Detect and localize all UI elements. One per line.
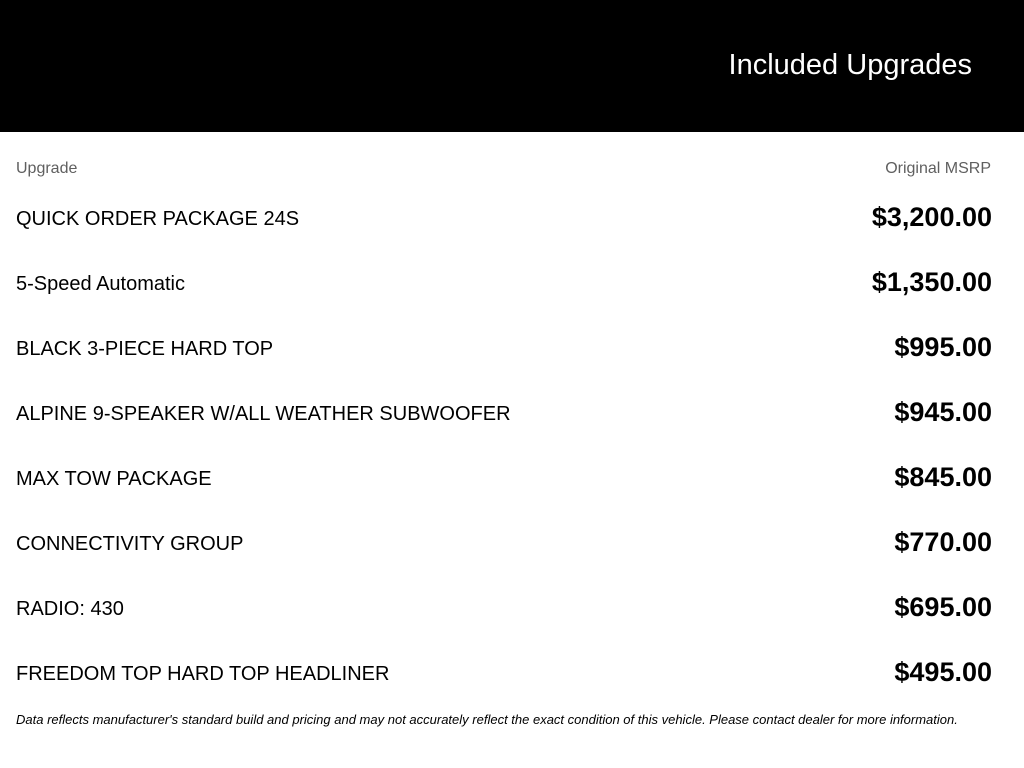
upgrade-price: $845.00 — [894, 462, 992, 492]
upgrade-price: $995.00 — [894, 332, 992, 362]
column-headers — [16, 160, 991, 180]
disclaimer-text: Data reflects manufacturer's standard build and pricing and may not accurately reflect the exact condition of this vehicle. Please contact dealer for more information. — [16, 712, 958, 727]
upgrade-row — [16, 315, 992, 380]
upgrade-name: MAX TOW PACKAGE — [16, 468, 212, 490]
upgrade-row — [16, 575, 992, 640]
upgrade-name: RADIO: 430 — [16, 598, 124, 620]
upgrade-price: $695.00 — [894, 592, 992, 622]
upgrade-name: BLACK 3-PIECE HARD TOP — [16, 338, 274, 360]
upgrade-row — [16, 185, 992, 250]
upgrade-price: $3,200.00 — [871, 202, 992, 232]
upgrade-price: $770.00 — [894, 527, 992, 557]
upgrade-name: ALPINE 9-SPEAKER W/ALL WEATHER SUBWOOFER — [16, 403, 511, 425]
upgrade-row — [16, 640, 992, 705]
upgrades-list — [16, 185, 992, 705]
page-header — [0, 0, 1024, 132]
upgrade-name: CONNECTIVITY GROUP — [16, 533, 244, 555]
upgrade-row — [16, 380, 992, 445]
upgrade-column-header: Upgrade — [16, 160, 78, 177]
upgrade-price: $1,350.00 — [871, 267, 992, 297]
upgrade-name: FREEDOM TOP HARD TOP HEADLINER — [16, 663, 390, 685]
upgrade-price: $945.00 — [894, 397, 992, 427]
upgrade-row — [16, 250, 992, 315]
upgrade-name: 5-Speed Automatic — [16, 273, 185, 295]
msrp-column-header: Original MSRP — [885, 160, 991, 177]
upgrade-row — [16, 445, 992, 510]
page-title: Included Upgrades — [728, 49, 972, 81]
upgrade-row — [16, 510, 992, 575]
upgrade-price: $495.00 — [894, 657, 992, 687]
upgrade-name: QUICK ORDER PACKAGE 24S — [16, 208, 300, 230]
